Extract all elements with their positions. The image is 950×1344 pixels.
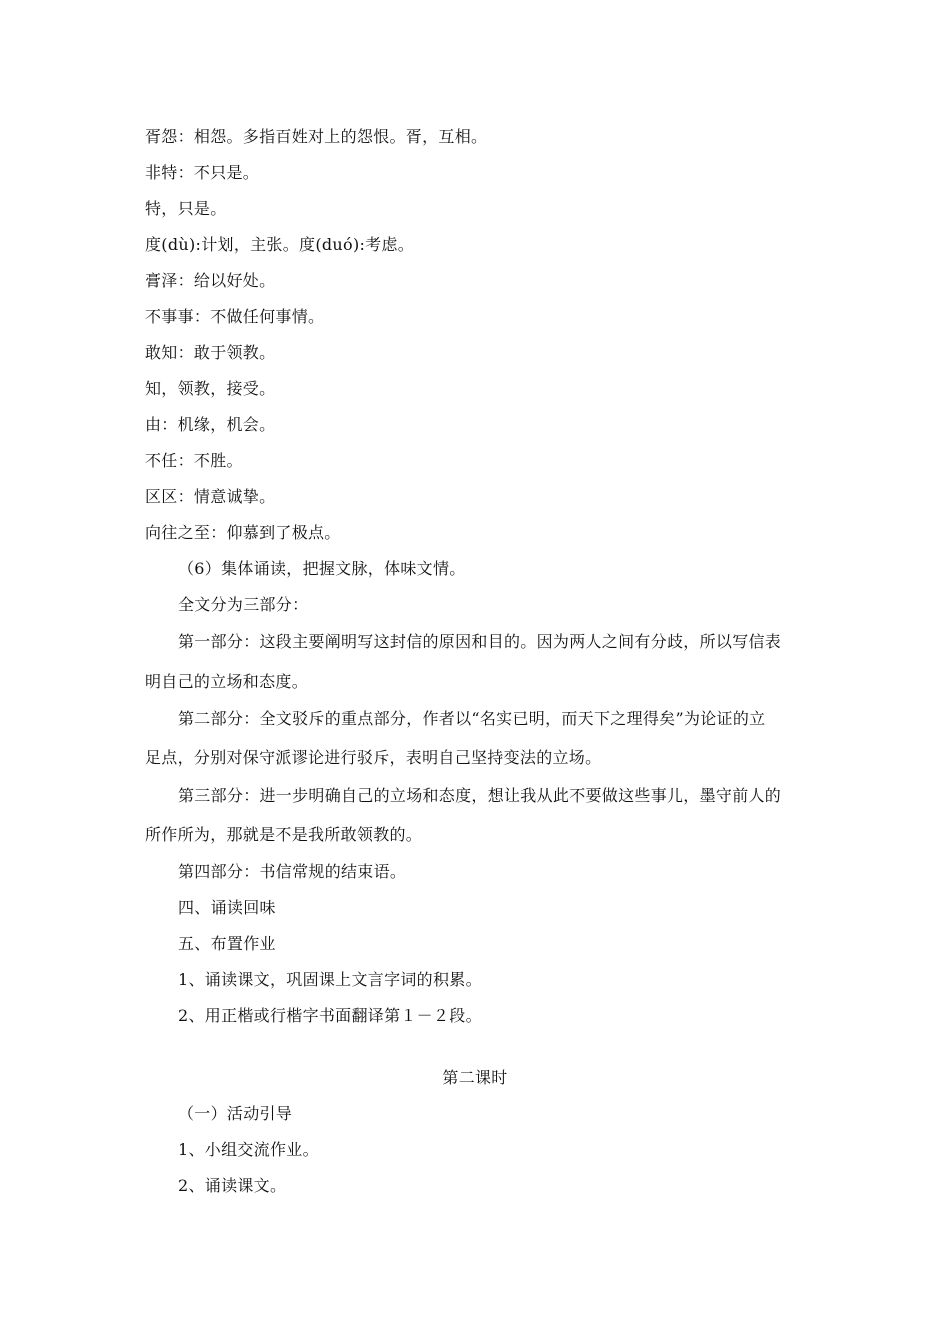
section-heading: 五、布置作业 [178, 934, 276, 953]
glossary-item: 胥怨：相怨。多指百姓对上的怨恨。胥，互相。 [145, 127, 488, 146]
glossary-item: 非特：不只是。 [145, 163, 260, 182]
part-paragraph-line: 第三部分：进一步明确自己的立场和态度，想让我从此不要做这些事儿，墨守前人的 [178, 786, 782, 805]
part-paragraph-line: 第四部分：书信常规的结束语。 [178, 862, 407, 881]
activity-heading: （一）活动引导 [178, 1104, 293, 1123]
glossary-item: 敢知：敢于领教。 [145, 343, 276, 362]
glossary-item: 度(dù):计划，主张。度(duó):考虑。 [145, 235, 415, 254]
part-paragraph-line: 明自己的立场和态度。 [145, 672, 309, 691]
glossary-item: 膏泽：给以好处。 [145, 271, 276, 290]
activity-item: 1、小组交流作业。 [178, 1140, 319, 1159]
part-paragraph-line: 足点，分别对保守派谬论进行驳斥，表明自己坚持变法的立场。 [145, 748, 602, 767]
part-paragraph-line: 所作所为，那就是不是我所敢领教的。 [145, 825, 423, 844]
part-paragraph-line: 第一部分：这段主要阐明写这封信的原因和目的。因为两人之间有分歧，所以写信表 [178, 632, 782, 651]
homework-item: 1、诵读课文，巩固课上文言字词的积累。 [178, 970, 482, 989]
activity-item: 2、诵读课文。 [178, 1176, 287, 1195]
structure-intro: 全文分为三部分： [178, 595, 309, 614]
part-paragraph-line: 第二部分：全文驳斥的重点部分，作者以“名实已明，而天下之理得矣”为论证的立 [178, 709, 766, 728]
glossary-item: 不事事：不做任何事情。 [145, 307, 325, 326]
glossary-item: 向往之至：仰慕到了极点。 [145, 523, 341, 542]
homework-item: 2、用正楷或行楷字书面翻译第１－２段。 [178, 1006, 482, 1025]
lesson-title: 第二课时 [442, 1068, 508, 1087]
glossary-item: 由：机缘，机会。 [145, 415, 276, 434]
section-heading: 四、诵读回味 [178, 898, 276, 917]
step-heading: （6）集体诵读，把握文脉，体味文情。 [178, 559, 466, 578]
glossary-item: 知，领教，接受。 [145, 379, 276, 398]
glossary-item: 特，只是。 [145, 199, 227, 218]
glossary-item: 不任：不胜。 [145, 451, 243, 470]
glossary-item: 区区：情意诚挚。 [145, 487, 276, 506]
